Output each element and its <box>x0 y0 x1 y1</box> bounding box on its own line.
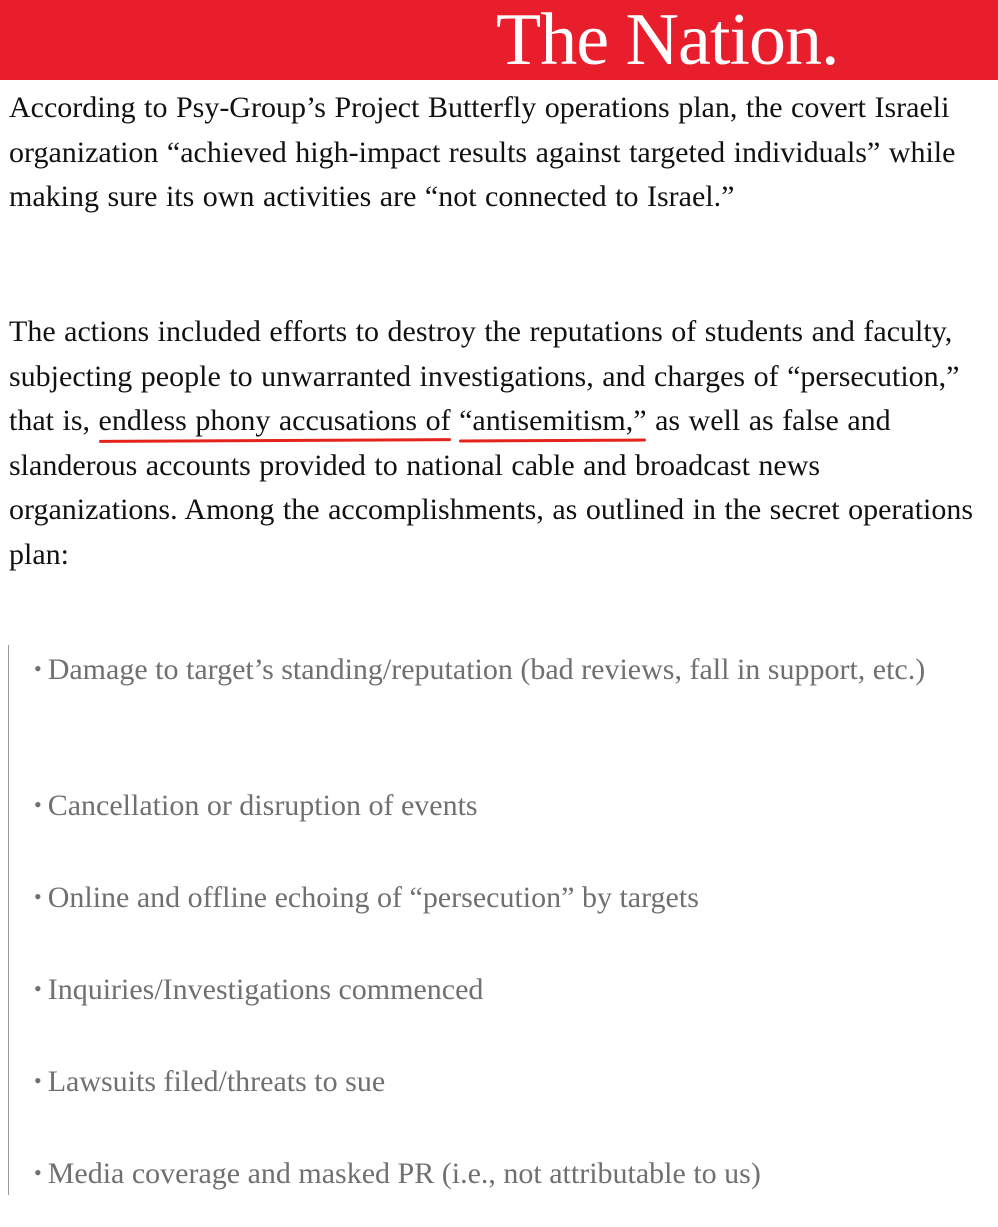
list-item <box>34 1151 934 1197</box>
list-item-text: Cancellation or disruption of events <box>47 789 478 822</box>
list-item-text: Inquiries/Investigations commenced <box>47 973 484 1006</box>
bullet-icon: • <box>34 884 42 909</box>
paragraph-2-text-before: The actions included efforts to destroy the reputations of students and faculty, subjecting people to unwarranted investigations, and charges of “persecution,” that is, <box>9 315 960 437</box>
article-paragraph-2 <box>9 310 994 577</box>
list-item-text: Online and offline echoing of “persecution” by targets <box>47 881 699 914</box>
blockquote-accomplishments <box>8 645 995 1195</box>
list-item <box>34 875 934 921</box>
list-item <box>34 783 934 829</box>
list-item <box>34 967 934 1013</box>
underlined-phrase-accusations: endless phony accusations of <box>98 404 451 437</box>
bullet-icon: • <box>34 1160 42 1185</box>
the-nation-logo[interactable]: The Nation. <box>496 0 839 81</box>
list-item-text: Damage to target’s standing/reputation (bad reviews, fall in support, etc.) <box>47 653 926 686</box>
list-item-text: Media coverage and masked PR (i.e., not attributable to us) <box>47 1157 761 1190</box>
list-item <box>34 1059 934 1105</box>
list-item-text: Lawsuits filed/threats to sue <box>47 1065 386 1098</box>
paragraph-2-text-space <box>451 404 460 437</box>
underlined-phrase-antisemitism: “antisemitism,” <box>459 404 647 437</box>
bullet-icon: • <box>34 976 42 1001</box>
bullet-icon: • <box>34 792 42 817</box>
bullet-icon: • <box>34 1068 42 1093</box>
bullet-icon: • <box>34 656 42 681</box>
article-paragraph-1: According to Psy-Group’s Project Butterfly operations plan, the covert Israeli organization “achieved high-impact results against targeted individuals” while making sure its own activities are “not connected to Israel.” <box>9 91 956 213</box>
list-item <box>34 647 934 693</box>
paragraph-2-text-after: as well as false and slanderous accounts provided to national cable and broadcast news organizations. Among the accomplishments, as outlined in the secret operations plan: <box>9 404 974 571</box>
masthead-banner <box>0 0 998 80</box>
